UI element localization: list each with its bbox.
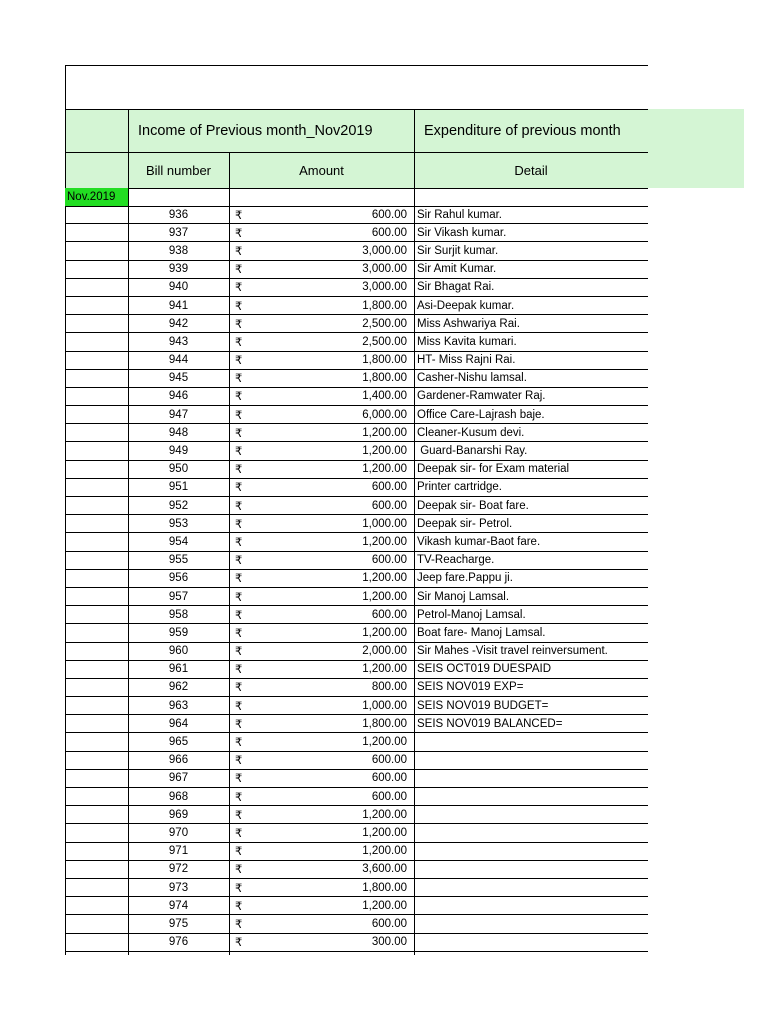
table-row [65,424,648,442]
detail-cell: Boat fare- Manoj Lamsal. [417,626,546,639]
table-row [65,242,648,260]
amount-cell: 1,200.00 [362,463,407,476]
currency-symbol: ₹ [235,682,243,695]
amount-cell: 600.00 [371,481,407,494]
currency-symbol: ₹ [235,336,243,349]
bill-number-cell: 955 [168,554,189,567]
bill-number-cell: 952 [168,499,189,512]
table-row [65,624,648,642]
detail-cell [417,915,647,932]
table-row [65,788,648,806]
detail-cell: Printer cartridge. [417,481,503,494]
detail-cell: Sir Surjit kumar. [417,244,499,257]
currency-symbol: ₹ [235,664,243,677]
table-row [65,934,648,952]
amount-cell: 1,200.00 [362,445,407,458]
amount-cell: 1,200.00 [362,590,407,603]
bill-number-cell: 953 [168,517,189,530]
bill-number-cell: 943 [168,335,189,348]
detail-cell: Sir Vikash kumar. [417,226,507,239]
bill-number-cell: 963 [168,699,189,712]
detail-cell [417,861,647,878]
table-row [65,206,648,224]
table-row [65,352,648,370]
amount-cell: 3,000.00 [362,263,407,276]
bill-number-cell: 971 [168,845,189,858]
table-row [65,843,648,861]
bill-number-cell: 950 [168,463,189,476]
currency-symbol: ₹ [235,482,243,495]
currency-symbol: ₹ [235,500,243,513]
column-header-detail: Detail [514,162,548,178]
currency-symbol: ₹ [235,827,243,840]
amount-cell: 3,000.00 [362,244,407,257]
bill-number-cell: 958 [168,608,189,621]
currency-symbol: ₹ [235,809,243,822]
expenditure-title: Expenditure of previous month [424,122,621,139]
detail-cell: Sir Bhagat Rai. [417,281,495,294]
table-row [65,915,648,933]
detail-cell: SEIS NOV019 EXP= [417,681,524,694]
currency-symbol: ₹ [235,555,243,568]
detail-cell: Miss Ashwariya Rai. [417,317,520,330]
bill-number-cell: 944 [168,354,189,367]
amount-cell: 600.00 [371,772,407,785]
table-row [65,861,648,879]
bill-number-cell: 947 [168,408,189,421]
bill-number-cell: 942 [168,317,189,330]
amount-cell: 600.00 [371,208,407,221]
detail-cell: Sir Mahes -Visit travel reinversument. [417,645,608,658]
table-row [65,679,648,697]
bill-number-cell: 966 [168,754,189,767]
amount-cell: 1,800.00 [362,299,407,312]
currency-symbol: ₹ [235,391,243,404]
amount-cell: 1,000.00 [362,517,407,530]
currency-symbol: ₹ [235,573,243,586]
table-row [65,806,648,824]
detail-cell [417,879,647,896]
detail-cell [417,824,647,841]
bill-number-cell: 972 [168,863,189,876]
currency-symbol: ₹ [235,864,243,877]
table-row [65,279,648,297]
detail-cell: HT- Miss Rajni Rai. [417,354,516,367]
currency-symbol: ₹ [235,700,243,713]
table-row [65,879,648,897]
table-row [65,752,648,770]
bill-number-cell: 976 [168,936,189,949]
detail-cell [417,843,647,860]
bill-number-cell: 967 [168,772,189,785]
currency-symbol: ₹ [235,882,243,895]
currency-symbol: ₹ [235,282,243,295]
amount-cell: 600.00 [371,917,407,930]
currency-symbol: ₹ [235,536,243,549]
currency-symbol: ₹ [235,846,243,859]
currency-symbol: ₹ [235,900,243,913]
amount-cell: 1,200.00 [362,663,407,676]
bill-number-cell: 938 [168,244,189,257]
detail-cell [417,770,647,787]
table-row [65,442,648,460]
currency-symbol: ₹ [235,591,243,604]
bill-number-cell: 936 [168,208,189,221]
table-row [65,461,648,479]
table-row [65,406,648,424]
detail-cell: SEIS OCT019 DUESPAID [417,663,551,676]
table-row [65,588,648,606]
bill-number-cell: 937 [168,226,189,239]
bill-number-cell: 940 [168,281,189,294]
amount-cell: 1,000.00 [362,699,407,712]
detail-cell [417,897,647,914]
table-row [65,297,648,315]
currency-symbol: ₹ [235,918,243,931]
detail-cell [417,934,647,951]
amount-cell: 1,200.00 [362,826,407,839]
currency-symbol: ₹ [235,464,243,477]
currency-symbol: ₹ [235,755,243,768]
bill-number-cell: 970 [168,826,189,839]
detail-cell: Vikash kumar-Baot fare. [417,535,541,548]
amount-cell: 2,000.00 [362,645,407,658]
table-row [65,315,648,333]
bill-number-cell: 939 [168,263,189,276]
currency-symbol: ₹ [235,718,243,731]
column-header-amount: Amount [299,162,344,178]
amount-cell: 1,200.00 [362,572,407,585]
detail-cell: Cleaner-Kusum devi. [417,426,525,439]
grid-line [65,65,648,66]
amount-cell: 1,800.00 [362,354,407,367]
currency-symbol: ₹ [235,791,243,804]
bill-number-cell: 949 [168,445,189,458]
table-row [65,224,648,242]
currency-symbol: ₹ [235,609,243,622]
table-row [65,552,648,570]
amount-cell: 1,200.00 [362,845,407,858]
amount-cell: 2,500.00 [362,317,407,330]
currency-symbol: ₹ [235,245,243,258]
table-row [65,570,648,588]
table-row [65,661,648,679]
detail-cell: Miss Kavita kumari. [417,335,517,348]
table-row [65,370,648,388]
table-row [65,606,648,624]
amount-cell: 600.00 [371,608,407,621]
amount-cell: 800.00 [371,681,407,694]
amount-cell: 2,500.00 [362,335,407,348]
currency-symbol: ₹ [235,773,243,786]
amount-cell: 600.00 [371,754,407,767]
amount-cell: 1,200.00 [362,736,407,749]
bill-number-cell: 957 [168,590,189,603]
detail-cell: Casher-Nishu lamsal. [417,372,527,385]
amount-cell: 600.00 [371,226,407,239]
amount-cell: 3,000.00 [362,281,407,294]
detail-cell: Sir Amit Kumar. [417,263,497,276]
bill-number-cell: 951 [168,481,189,494]
currency-symbol: ₹ [235,737,243,750]
column-header-bill-number: Bill number [145,162,212,178]
detail-cell: SEIS NOV019 BALANCED= [417,717,563,730]
bill-number-cell: 945 [168,372,189,385]
detail-cell [417,733,647,750]
detail-cell: Petrol-Manoj Lamsal. [417,608,526,621]
currency-symbol: ₹ [235,300,243,313]
amount-cell: 1,200.00 [362,426,407,439]
detail-cell: Sir Rahul kumar. [417,208,503,221]
detail-cell [417,752,647,769]
detail-cell: Asi-Deepak kumar. [417,299,515,312]
bill-number-cell: 974 [168,899,189,912]
bill-number-cell: 964 [168,717,189,730]
amount-cell: 1,800.00 [362,881,407,894]
amount-cell: 1,200.00 [362,626,407,639]
amount-cell: 600.00 [371,499,407,512]
currency-symbol: ₹ [235,355,243,368]
bill-number-cell: 973 [168,881,189,894]
detail-cell: SEIS NOV019 BUDGET= [417,699,549,712]
bill-number-cell: 960 [168,645,189,658]
bill-number-cell: 956 [168,572,189,585]
period-tag: Nov.2019 [65,188,128,206]
amount-cell: 1,200.00 [362,535,407,548]
amount-cell: 3,600.00 [362,863,407,876]
table-row [65,715,648,733]
table-row [65,515,648,533]
detail-cell: Deepak sir- Boat fare. [417,499,529,512]
amount-cell: 600.00 [371,790,407,803]
table-row [65,479,648,497]
table-row [65,824,648,842]
currency-symbol: ₹ [235,446,243,459]
amount-cell: 600.00 [371,554,407,567]
grid-line [65,188,648,189]
table-row [65,770,648,788]
bill-number-cell: 941 [168,299,189,312]
currency-symbol: ₹ [235,427,243,440]
currency-symbol: ₹ [235,318,243,331]
bill-number-cell: 968 [168,790,189,803]
table-row [65,733,648,751]
detail-cell: Gardener-Ramwater Raj. [417,390,546,403]
detail-cell: TV-Reacharge. [417,554,495,567]
bill-number-cell: 975 [168,917,189,930]
amount-cell: 6,000.00 [362,408,407,421]
bill-number-cell: 969 [168,808,189,821]
table-row [65,643,648,661]
bill-number-cell: 954 [168,535,189,548]
currency-symbol: ₹ [235,409,243,422]
detail-cell: Deepak sir- for Exam material [417,463,570,476]
table-row [65,497,648,515]
income-title: Income of Previous month_Nov2019 [138,122,373,139]
table-row [65,897,648,915]
table-row [65,697,648,715]
currency-symbol: ₹ [235,264,243,277]
currency-symbol: ₹ [235,373,243,386]
detail-cell [417,788,647,805]
bill-number-cell: 965 [168,736,189,749]
detail-cell: Sir Manoj Lamsal. [417,590,510,603]
currency-symbol: ₹ [235,937,243,950]
currency-symbol: ₹ [235,209,243,222]
table-row [65,261,648,279]
bill-number-cell: 959 [168,626,189,639]
currency-symbol: ₹ [235,518,243,531]
detail-cell: Deepak sir- Petrol. [417,517,513,530]
bill-number-cell: 946 [168,390,189,403]
table-row [65,533,648,551]
amount-cell: 1,400.00 [362,390,407,403]
amount-cell: 1,800.00 [362,717,407,730]
detail-cell: Office Care-Lajrash baje. [417,408,545,421]
amount-cell: 300.00 [371,936,407,949]
bill-number-cell: 962 [168,681,189,694]
bill-number-cell: 961 [168,663,189,676]
currency-symbol: ₹ [235,627,243,640]
currency-symbol: ₹ [235,646,243,659]
table-row [65,333,648,351]
table-body [65,206,648,952]
amount-cell: 1,800.00 [362,372,407,385]
bill-number-cell: 948 [168,426,189,439]
detail-cell [417,806,647,823]
amount-cell: 1,200.00 [362,899,407,912]
detail-cell: Guard-Banarshi Ray. [417,445,528,458]
currency-symbol: ₹ [235,227,243,240]
detail-cell: Jeep fare.Pappu ji. [417,572,513,585]
amount-cell: 1,200.00 [362,808,407,821]
table-row [65,388,648,406]
